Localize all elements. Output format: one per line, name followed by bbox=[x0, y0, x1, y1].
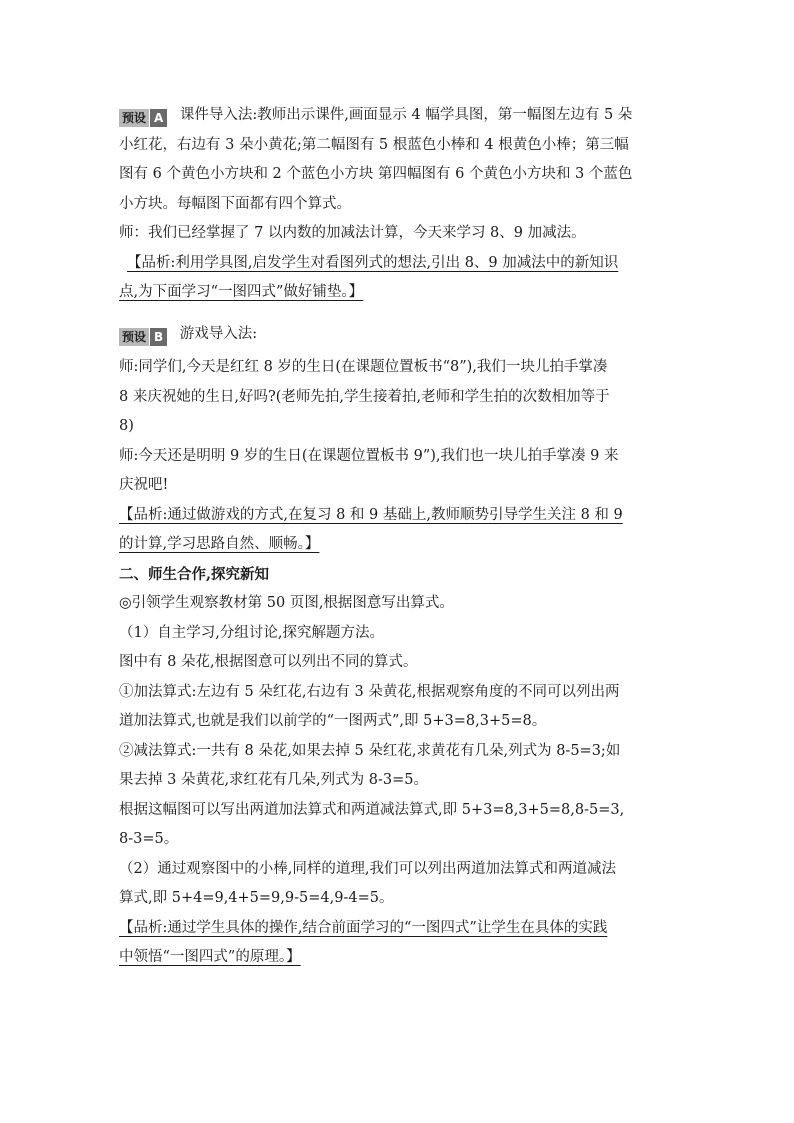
paragraph-line: ①加法算式:左边有 5 朵红花,右边有 3 朵黄花,根据观察角度的不同可以列出两 bbox=[119, 683, 620, 700]
analysis-line bbox=[119, 943, 679, 973]
analysis-text: 【品析:通过做游戏的方式,在复习 8 和 9 基础上,教师顺势引导学生关注 8 和 9 bbox=[119, 506, 623, 523]
preset-b-badge bbox=[119, 328, 167, 346]
analysis-line bbox=[119, 501, 679, 531]
analysis-line bbox=[119, 530, 679, 560]
paragraph-line: ②减法算式:一共有 8 朵花,如果去掉 5 朵红花,求黄花有几朵,列式为 8-5=3;如 bbox=[119, 742, 621, 759]
analysis-text: 中领悟“一图四式”的原理。】 bbox=[119, 949, 301, 965]
analysis-line bbox=[119, 278, 679, 308]
preset-b-title: 游戏导入法: bbox=[179, 325, 258, 342]
paragraph-line: 师:同学们,今天是红红 8 岁的生日(在课题位置板书“8”),我们一块儿拍手掌凑 bbox=[119, 359, 608, 375]
paragraph-line: 小方块。每幅图下面都有四个算式。 bbox=[119, 195, 351, 212]
paragraph-line: 道加法算式,也就是我们以前学的“一图两式”,即 5+3=8,3+5=8。 bbox=[119, 713, 547, 729]
preset-b-title-line bbox=[119, 320, 679, 350]
paragraph-line: 师:今天还是明明 9 岁的生日(在课题位置板书 9”),我们也一块儿拍手掌凑 9 来 bbox=[119, 447, 619, 464]
document-content bbox=[119, 101, 679, 973]
teacher-line: 师：我们已经掌握了 7 以内数的加减法计算，今天来学习 8、9 加减法。 bbox=[119, 225, 586, 241]
preset-a-badge bbox=[119, 109, 167, 127]
preset-badge-letter: A bbox=[149, 109, 167, 127]
analysis-text: 点,为下面学习“一图四式”做好铺垫。】 bbox=[119, 284, 364, 300]
paragraph-line: 8-3=5。 bbox=[119, 831, 179, 847]
paragraph-line: 8) bbox=[119, 418, 134, 434]
section-heading: 二、师生合作,探究新知 bbox=[119, 565, 270, 583]
paragraph-line: 根据这幅图可以写出两道加法算式和两道减法算式,即 5+3=8,3+5=8,8-5=3, bbox=[119, 801, 625, 818]
analysis-text: 【品析:通过学生具体的操作,结合前面学习的“一图四式”让学生在具体的实践 bbox=[119, 919, 608, 936]
preset-a-line-1 bbox=[119, 101, 679, 131]
preset-badge-letter: B bbox=[149, 328, 167, 346]
paragraph-line: 图中有 8 朵花,根据图意可以列出不同的算式。 bbox=[119, 654, 418, 670]
analysis-text: 【品析:利用学具图,启发学生对看图列式的想法,引出 8、9 加减法中的新知识 bbox=[127, 254, 619, 271]
preset-badge-text: 预设 bbox=[119, 109, 149, 127]
paragraph-line: 图有 6 个黄色小方块和 2 个蓝色小方块 第四幅图有 6 个黄色小方块和 3 个蓝色 bbox=[119, 166, 633, 182]
paragraph-line: 小红花，右边有 3 朵小黄花;第二幅图有 5 根蓝色小棒和 4 根黄色小棒；第三幅 bbox=[119, 136, 629, 153]
analysis-line bbox=[119, 914, 679, 944]
analysis-text: 的计算,学习思路自然、顺畅。】 bbox=[119, 536, 320, 552]
paragraph-line: 果去掉 3 朵黄花,求红花有几朵,列式为 8-3=5。 bbox=[119, 772, 428, 788]
preset-badge-text: 预设 bbox=[119, 328, 149, 346]
paragraph-line: 8 来庆祝她的生日,好吗?(老师先拍,学生接着拍,老师和学生拍的次数相加等于 bbox=[119, 388, 610, 405]
guide-line: ◎引领学生观察教材第 50 页图,根据图意写出算式。 bbox=[119, 595, 454, 611]
step-2-line: （2）通过观察图中的小棒,同样的道理,我们可以列出两道加法算式和两道减法 bbox=[119, 860, 616, 877]
step-1-line: （1）自主学习,分组讨论,探究解题方法。 bbox=[119, 624, 384, 641]
analysis-line bbox=[119, 249, 679, 279]
paragraph-line: 算式,即 5+4=9,4+5=9,9-5=4,9-4=5。 bbox=[119, 890, 394, 906]
paragraph-line: 庆祝吧! bbox=[119, 477, 169, 493]
preset-a-text: 课件导入法:教师出示课件,画面显示 4 幅学具图，第一幅图左边有 5 朵 bbox=[179, 107, 633, 123]
